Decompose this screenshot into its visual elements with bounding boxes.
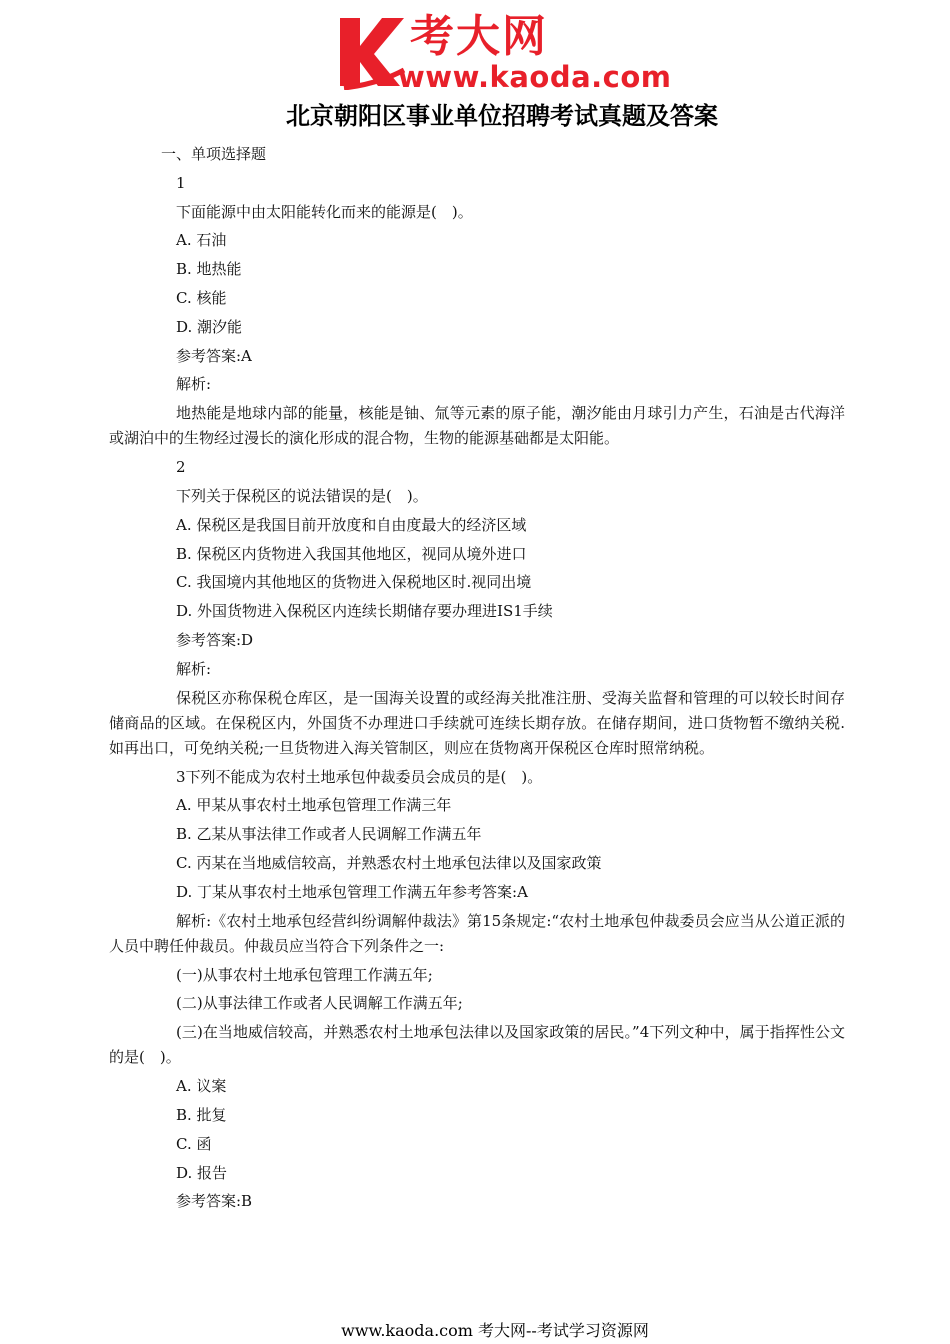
- option: A. 甲某从事农村土地承包管理工作满三年: [176, 796, 452, 815]
- answer: 参考答案:A: [176, 346, 252, 365]
- analysis-text: 地热能是地球内部的能量，核能是铀、氚等元素的原子能，潮汐能由月球引力产生，石油是古代海洋或湖泊中的生物经过漫长的演化形成的混合物，生物的能源基础都是太阳能。: [109, 404, 845, 448]
- document-body: [109, 140, 845, 1216]
- answer: 参考答案:D: [176, 630, 254, 649]
- brand-url: www.kaoda.com: [398, 60, 672, 94]
- option: A. 保税区是我国目前开放度和自由度最大的经济区域: [176, 515, 527, 534]
- option: D. 报告: [176, 1163, 228, 1182]
- condition-item: (二)从事法律工作或者人民调解工作满五年;: [176, 994, 463, 1013]
- brand-name: 考大网: [410, 11, 548, 62]
- option: B. 乙某从事法律工作或者人民调解工作满五年: [176, 825, 482, 844]
- page-footer: www.kaoda.com 考大网--考试学习资源网: [341, 1321, 649, 1340]
- question-stem: 3下列不能成为农村土地承包仲裁委员会成员的是( )。: [176, 767, 543, 786]
- answer: 参考答案:B: [176, 1192, 253, 1211]
- analysis-label: 解析:: [176, 659, 212, 678]
- question-stem: 下列关于保税区的说法错误的是( )。: [176, 486, 428, 505]
- analysis-text: 保税区亦称保税仓库区，是一国海关设置的或经海关批准注册、受海关监督和管理的可以较长时间存储商品的区域。在保税区内，外国货不办理进口手续就可连续长期存放。在储存期间，进口货物暂不缴纳关税.如再出口，可免纳关税;一旦货物进入海关管制区，则应在货物离开保税区仓库时照常纳税。: [109, 688, 845, 757]
- option: D. 潮汐能: [176, 317, 243, 336]
- option: D. 外国货物进入保税区内连续长期储存要办理进IS1手续: [176, 602, 553, 621]
- option: C. 函: [176, 1134, 212, 1153]
- option: D. 丁某从事农村土地承包管理工作满五年参考答案:A: [176, 882, 528, 901]
- option: B. 批复: [176, 1105, 227, 1124]
- kaoda-k-logo-icon: [338, 10, 406, 90]
- kaoda-logo: [338, 10, 672, 94]
- option: A. 议案: [176, 1077, 227, 1096]
- section-heading: 一、单项选择题: [161, 145, 267, 163]
- option: C. 丙某在当地威信较高，并熟悉农村土地承包法律以及国家政策: [176, 853, 602, 872]
- condition-item: (三)在当地威信较高，并熟悉农村土地承包法律以及国家政策的居民。”4下列文种中，属于指挥性公文的是( )。: [109, 1023, 845, 1067]
- option: B. 保税区内货物进入我国其他地区，视同从境外进口: [176, 544, 527, 563]
- analysis-label: 解析:: [176, 375, 212, 394]
- option: A. 石油: [176, 231, 227, 250]
- analysis-text: 解析:《农村土地承包经营纠纷调解仲裁法》第15条规定:“农村土地承包仲裁委员会应当从公道正派的人员中聘任仲裁员。仲裁员应当符合下列条件之一:: [109, 911, 845, 955]
- option: C. 核能: [176, 288, 227, 307]
- question-number: 2: [176, 458, 186, 477]
- condition-item: (一)从事农村土地承包管理工作满五年;: [176, 965, 433, 984]
- question-stem: 下面能源中由太阳能转化而来的能源是( )。: [176, 202, 473, 221]
- question-number: 1: [176, 173, 186, 192]
- option: B. 地热能: [176, 260, 242, 279]
- document-title: 北京朝阳区事业单位招聘考试真题及答案: [286, 102, 718, 130]
- option: C. 我国境内其他地区的货物进入保税地区时.视同出境: [176, 573, 532, 592]
